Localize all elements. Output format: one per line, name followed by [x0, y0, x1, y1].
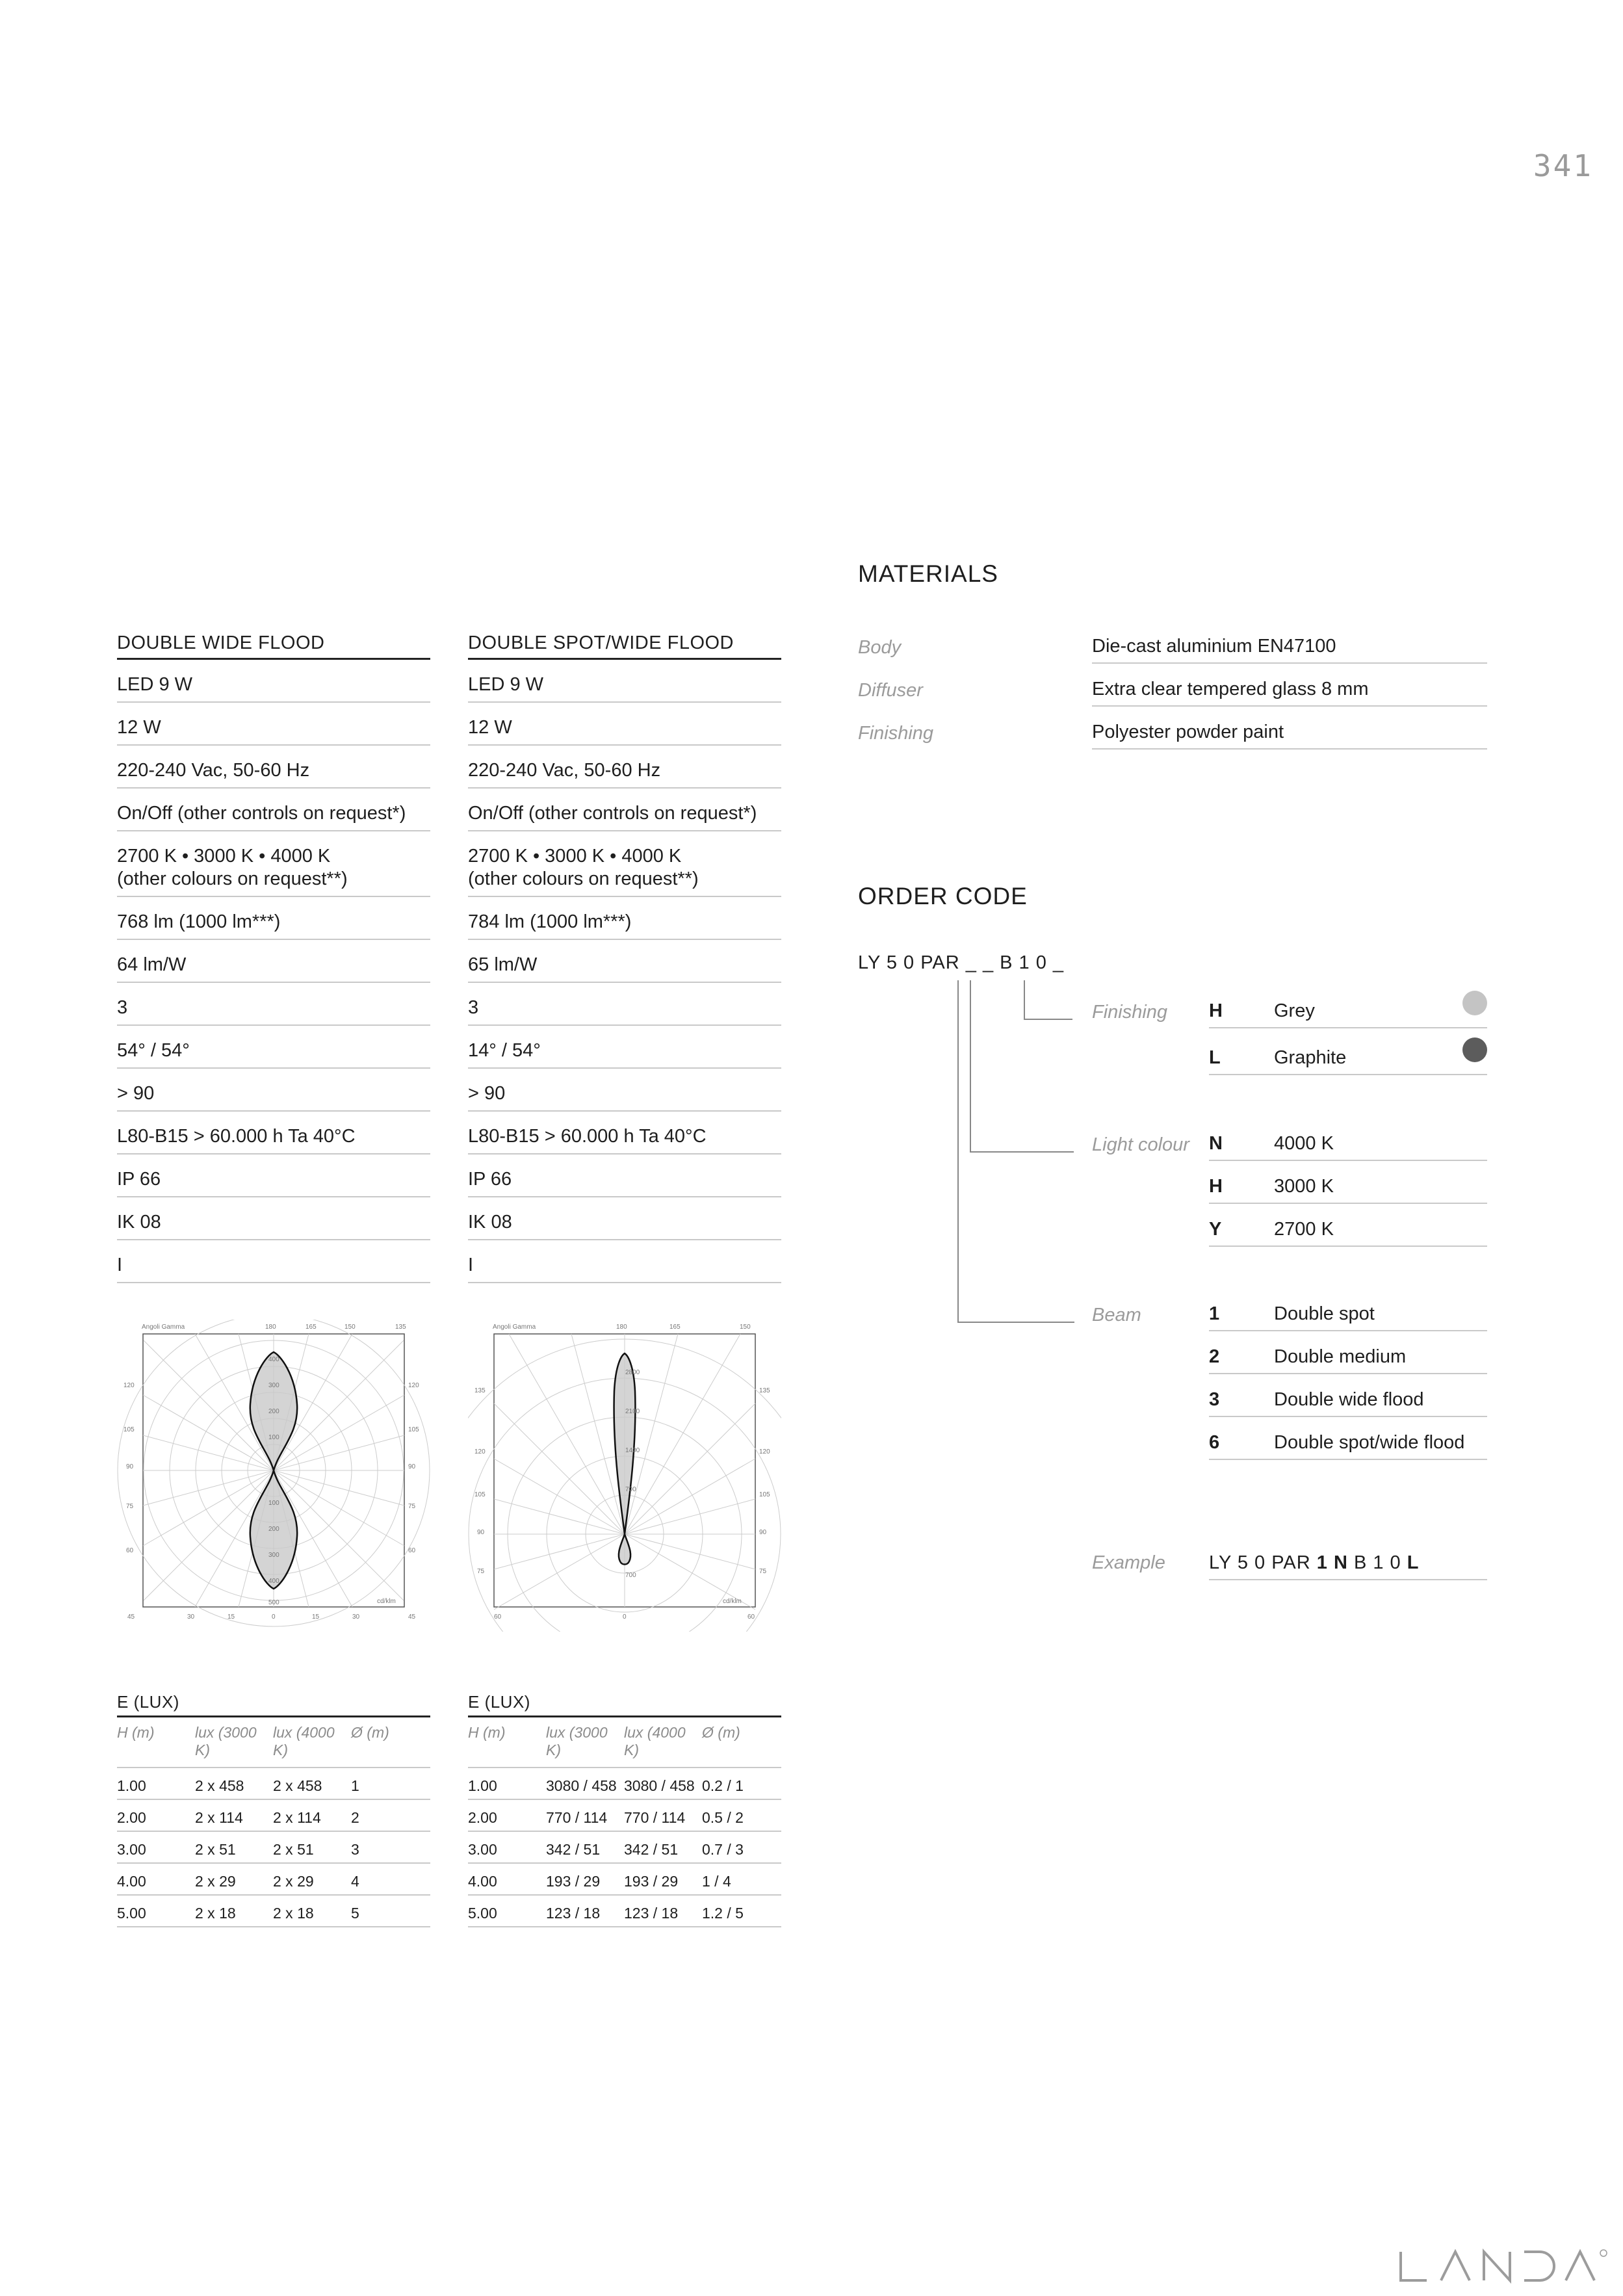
- tick-label: 120: [474, 1448, 486, 1455]
- ring-label: 100: [268, 1500, 279, 1507]
- example-prefix: LY 5 0 PAR: [1209, 1552, 1317, 1573]
- cell: 0.7 / 3: [702, 1841, 744, 1858]
- cell: 2 x 458: [273, 1777, 322, 1794]
- spec-power: LED 9 W: [117, 660, 430, 703]
- cell: 193 / 29: [624, 1873, 679, 1890]
- header-diameter: Ø (m): [351, 1724, 389, 1741]
- page-number: 341: [1533, 148, 1593, 183]
- option-key: 2: [1209, 1346, 1220, 1367]
- cell: 4: [351, 1873, 359, 1890]
- ring-label: 400: [268, 1356, 279, 1363]
- materials-row-finishing: [858, 707, 1487, 750]
- spec-class: I: [117, 1240, 430, 1283]
- ring-label: 2800: [625, 1369, 640, 1376]
- header-height: H (m): [117, 1724, 155, 1741]
- cell: 2 x 29: [195, 1873, 236, 1890]
- spec-consumption: 12 W: [117, 703, 430, 746]
- tick-label: 60: [494, 1613, 502, 1621]
- material-label: Body: [858, 637, 902, 658]
- spec-colour-temp-values: 2700 K • 3000 K • 4000 K: [468, 846, 682, 867]
- spec-control: On/Off (other controls on request*): [468, 789, 781, 831]
- header-height: H (m): [468, 1724, 506, 1741]
- option-light-4000: [1209, 1118, 1487, 1161]
- order-code-title: ORDER CODE: [858, 883, 1028, 909]
- option-value: 3000 K: [1274, 1176, 1334, 1197]
- header-lux-3000: lux (3000 K): [546, 1724, 608, 1758]
- option-value: 2700 K: [1274, 1219, 1334, 1240]
- header-diameter: Ø (m): [702, 1724, 740, 1741]
- option-light-2700: [1209, 1204, 1487, 1247]
- landa-logo: [1396, 2247, 1610, 2286]
- cell: 1 / 4: [702, 1873, 731, 1890]
- cell: 2 x 51: [195, 1841, 236, 1858]
- spec-colour-temp-note: (other colours on request**): [468, 868, 699, 889]
- cell: 2 x 114: [273, 1809, 321, 1826]
- connector-line: [1024, 980, 1025, 1019]
- tick-label: 180: [616, 1324, 627, 1331]
- material-label: Diffuser: [858, 680, 923, 701]
- header-lux-3000: lux (3000 K): [195, 1724, 257, 1758]
- spec-voltage: 220-240 Vac, 50-60 Hz: [468, 746, 781, 789]
- tick-label: 75: [759, 1568, 767, 1575]
- option-value: Double wide flood: [1274, 1389, 1424, 1410]
- ring-label: 100: [268, 1434, 279, 1441]
- spec-efficacy: 65 lm/W: [468, 940, 781, 983]
- spec-flux: 768 lm (1000 lm***): [117, 897, 430, 940]
- spec-power: LED 9 W: [468, 660, 781, 703]
- tick-label: 30: [187, 1613, 195, 1621]
- spec-ik: IK 08: [468, 1197, 781, 1240]
- cell: 342 / 51: [624, 1841, 679, 1858]
- polar-unit: cd/klm: [723, 1598, 742, 1605]
- spec-ip: IP 66: [468, 1155, 781, 1197]
- header-lux-4000: lux (4000 K): [624, 1724, 686, 1758]
- spec-control: On/Off (other controls on request*): [117, 789, 430, 831]
- option-key: L: [1209, 1047, 1221, 1068]
- tick-label: 165: [305, 1324, 317, 1331]
- tick-label: 90: [477, 1529, 485, 1536]
- header-lux-4000: lux (4000 K): [273, 1724, 335, 1758]
- order-code-pattern: LY 5 0 PAR _ _ B 1 0 _: [858, 952, 1065, 973]
- material-value: Polyester powder paint: [1092, 707, 1487, 750]
- table-row: [468, 1864, 781, 1896]
- tick-label: 120: [408, 1382, 419, 1389]
- option-value: Double medium: [1274, 1346, 1407, 1367]
- table-row: [468, 1896, 781, 1927]
- graphite-swatch-icon: [1462, 1037, 1487, 1062]
- polar-diagram-wide-flood: [117, 1320, 430, 1632]
- table-row: [468, 1832, 781, 1864]
- example-code: [1209, 1537, 1487, 1580]
- ring-label: 300: [268, 1552, 279, 1559]
- option-beam-2: [1209, 1331, 1487, 1374]
- spec-column-title: DOUBLE WIDE FLOOD: [117, 621, 430, 660]
- tick-label: 105: [408, 1426, 419, 1433]
- spec-macadam: 3: [117, 983, 430, 1026]
- example-bold-part: L: [1407, 1552, 1420, 1573]
- example-label: Example: [1092, 1552, 1165, 1573]
- cell: 2.00: [117, 1809, 146, 1826]
- spec-ip: IP 66: [117, 1155, 430, 1197]
- cell: 4.00: [117, 1873, 146, 1890]
- spec-efficacy: 64 lm/W: [117, 940, 430, 983]
- cell: 3.00: [468, 1841, 497, 1858]
- material-value: Extra clear tempered glass 8 mm: [1092, 664, 1487, 707]
- spec-colour-temp: [117, 831, 430, 897]
- ring-label: 300: [268, 1382, 279, 1389]
- tick-label: 105: [759, 1491, 770, 1498]
- tick-label: 135: [474, 1387, 486, 1394]
- cell: 1: [351, 1777, 359, 1794]
- cell: 4.00: [468, 1873, 497, 1890]
- cell: 2: [351, 1809, 359, 1826]
- tick-label: 150: [344, 1324, 356, 1331]
- table-row: [468, 1768, 781, 1800]
- group-label-finishing: Finishing: [1092, 1002, 1168, 1023]
- spec-column-spot-wide-flood: [468, 621, 781, 1283]
- tick-label: 75: [477, 1568, 485, 1575]
- option-finishing-grey: [1209, 985, 1487, 1028]
- spec-column-wide-flood: [117, 621, 430, 1283]
- ring-label: 700: [625, 1486, 636, 1493]
- tick-label: 120: [123, 1382, 135, 1389]
- option-value: Graphite: [1274, 1047, 1347, 1068]
- option-key: Y: [1209, 1219, 1222, 1240]
- spec-colour-temp-values: 2700 K • 3000 K • 4000 K: [117, 846, 331, 867]
- lux-table-header: [468, 1717, 781, 1768]
- grey-swatch-icon: [1462, 991, 1487, 1015]
- option-value: Double spot: [1274, 1303, 1375, 1324]
- cell: 5: [351, 1905, 359, 1922]
- cell: 0.5 / 2: [702, 1809, 744, 1826]
- cell: 342 / 51: [546, 1841, 601, 1858]
- connector-line: [970, 1151, 1074, 1153]
- cell: 3080 / 458: [546, 1777, 617, 1794]
- tick-label: 105: [474, 1491, 486, 1498]
- lux-table-wide-flood: [117, 1690, 430, 1927]
- cell: 1.2 / 5: [702, 1905, 744, 1922]
- tick-label: 90: [759, 1529, 767, 1536]
- connector-line: [957, 1322, 1074, 1323]
- tick-label: 30: [352, 1613, 360, 1621]
- ring-label: 700: [625, 1572, 636, 1579]
- lux-table-header: [117, 1717, 430, 1768]
- option-value: Double spot/wide flood: [1274, 1432, 1465, 1453]
- spec-beam-angle: 14° / 54°: [468, 1026, 781, 1069]
- tick-label: 75: [126, 1503, 134, 1510]
- option-key: 6: [1209, 1432, 1220, 1453]
- polar-title: Angoli Gamma: [493, 1324, 536, 1331]
- tick-label: 120: [759, 1448, 770, 1455]
- option-beam-6: [1209, 1417, 1487, 1460]
- cell: 193 / 29: [546, 1873, 601, 1890]
- material-value: Die-cast aluminium EN47100: [1092, 621, 1487, 664]
- cell: 770 / 114: [624, 1809, 686, 1826]
- option-finishing-graphite: [1209, 1032, 1487, 1075]
- group-label-beam: Beam: [1092, 1305, 1141, 1325]
- spec-ik: IK 08: [117, 1197, 430, 1240]
- connector-line: [957, 980, 959, 1322]
- cell: 2 x 458: [195, 1777, 244, 1794]
- cell: 123 / 18: [546, 1905, 601, 1922]
- option-beam-1: [1209, 1288, 1487, 1331]
- spec-colour-temp: [468, 831, 781, 897]
- spec-colour-temp-note: (other colours on request**): [117, 868, 348, 889]
- option-key: 3: [1209, 1389, 1220, 1410]
- tick-label: 90: [408, 1463, 416, 1470]
- polar-unit: cd/klm: [377, 1598, 396, 1605]
- connector-line: [1024, 1019, 1072, 1020]
- tick-label: 75: [408, 1503, 416, 1510]
- ring-label: 200: [268, 1526, 279, 1533]
- lux-table-title: E (LUX): [117, 1690, 430, 1717]
- cell: 2 x 18: [273, 1905, 314, 1922]
- spec-cri: > 90: [468, 1069, 781, 1112]
- cell: 5.00: [117, 1905, 146, 1922]
- cell: 5.00: [468, 1905, 497, 1922]
- ring-label: 2100: [625, 1408, 640, 1415]
- connector-line: [970, 980, 971, 1152]
- tick-label: 15: [227, 1613, 235, 1621]
- tick-label: 45: [127, 1613, 135, 1621]
- option-key: 1: [1209, 1303, 1220, 1324]
- ring-label: 500: [268, 1599, 279, 1606]
- polar-diagram-spot-wide-flood: [468, 1320, 781, 1632]
- spec-beam-angle: 54° / 54°: [117, 1026, 430, 1069]
- cell: 3: [351, 1841, 359, 1858]
- group-label-light-colour: Light colour: [1092, 1134, 1189, 1155]
- table-row: [117, 1768, 430, 1800]
- table-row: [468, 1800, 781, 1832]
- spec-voltage: 220-240 Vac, 50-60 Hz: [117, 746, 430, 789]
- tick-label: 0: [272, 1613, 276, 1621]
- option-beam-3: [1209, 1374, 1487, 1417]
- cell: 2 x 29: [273, 1873, 314, 1890]
- spec-class: I: [468, 1240, 781, 1283]
- tick-label: 180: [265, 1324, 276, 1331]
- lux-table-spot-wide-flood: [468, 1690, 781, 1927]
- materials-row-body: [858, 621, 1487, 664]
- cell: 2 x 18: [195, 1905, 236, 1922]
- tick-label: 135: [759, 1387, 770, 1394]
- tick-label: 0: [623, 1613, 627, 1621]
- cell: 2.00: [468, 1809, 497, 1826]
- tick-label: 60: [747, 1613, 755, 1621]
- table-row: [117, 1832, 430, 1864]
- tick-label: 105: [123, 1426, 135, 1433]
- tick-label: 60: [408, 1547, 416, 1554]
- materials-row-diffuser: [858, 664, 1487, 707]
- cell: 2 x 114: [195, 1809, 243, 1826]
- spec-consumption: 12 W: [468, 703, 781, 746]
- ring-label: 200: [268, 1408, 279, 1415]
- tick-label: 15: [312, 1613, 320, 1621]
- option-key: H: [1209, 1176, 1223, 1197]
- table-row: [117, 1896, 430, 1927]
- table-row: [117, 1864, 430, 1896]
- table-row: [117, 1800, 430, 1832]
- option-value: Grey: [1274, 1000, 1315, 1021]
- cell: 1.00: [468, 1777, 497, 1794]
- cell: 0.2 / 1: [702, 1777, 744, 1794]
- cell: 123 / 18: [624, 1905, 679, 1922]
- cell: 2 x 51: [273, 1841, 314, 1858]
- tick-label: 150: [740, 1324, 751, 1331]
- materials-title: MATERIALS: [858, 560, 998, 587]
- tick-label: 45: [408, 1613, 416, 1621]
- polar-title: Angoli Gamma: [142, 1324, 185, 1331]
- tick-label: 165: [669, 1324, 681, 1331]
- spec-flux: 784 lm (1000 lm***): [468, 897, 781, 940]
- material-label: Finishing: [858, 723, 934, 744]
- cell: 3.00: [117, 1841, 146, 1858]
- ring-label: 400: [268, 1578, 279, 1585]
- tick-label: 135: [395, 1324, 406, 1331]
- ring-label: 1400: [625, 1447, 640, 1454]
- tick-label: 60: [126, 1547, 134, 1554]
- cell: 1.00: [117, 1777, 146, 1794]
- option-light-3000: [1209, 1161, 1487, 1204]
- spec-cri: > 90: [117, 1069, 430, 1112]
- example-middle: B 1 0: [1347, 1552, 1407, 1573]
- spec-lifetime: L80-B15 > 60.000 h Ta 40°C: [117, 1112, 430, 1155]
- option-key: H: [1209, 1000, 1223, 1021]
- spec-lifetime: L80-B15 > 60.000 h Ta 40°C: [468, 1112, 781, 1155]
- option-key: N: [1209, 1133, 1223, 1154]
- cell: 3080 / 458: [624, 1777, 695, 1794]
- tick-label: 90: [126, 1463, 134, 1470]
- cell: 770 / 114: [546, 1809, 608, 1826]
- spec-column-title: DOUBLE SPOT/WIDE FLOOD: [468, 621, 781, 660]
- option-value: 4000 K: [1274, 1133, 1334, 1154]
- example-bold-part: 1 N: [1316, 1552, 1348, 1573]
- spec-macadam: 3: [468, 983, 781, 1026]
- lux-table-title: E (LUX): [468, 1690, 781, 1717]
